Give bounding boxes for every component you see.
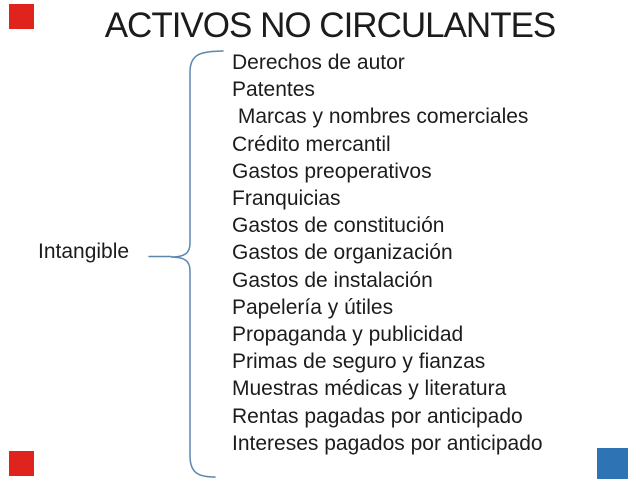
list-item: Marcas y nombres comerciales — [232, 105, 529, 129]
red-corner-marker-bottom-left — [9, 451, 34, 476]
list-item: Propaganda y publicidad — [232, 323, 464, 347]
curly-brace-path — [171, 51, 223, 477]
intangible-items-list — [232, 49, 543, 457]
list-item: Primas de seguro y fianzas — [232, 350, 486, 374]
list-item: Intereses pagados por anticipado — [232, 431, 543, 455]
list-item: Gastos de instalación — [232, 268, 433, 292]
list-item: Derechos de autor — [232, 51, 405, 74]
list-item: Muestras médicas y literatura — [232, 377, 507, 401]
list-item: Gastos preoperativos — [232, 159, 432, 183]
list-item: Papelería y útiles — [232, 295, 394, 319]
list-item: Rentas pagadas por anticipado — [232, 404, 523, 428]
category-label-intangible: Intangible — [38, 240, 130, 263]
list-item: Crédito mercantil — [232, 132, 391, 156]
slide-title: ACTIVOS NO CIRCULANTES — [104, 6, 556, 45]
list-item: Franquicias — [232, 187, 341, 211]
curly-brace — [140, 44, 230, 479]
blue-corner-marker-bottom-right — [597, 448, 628, 479]
list-item: Gastos de organización — [232, 241, 453, 265]
list-item: Patentes — [232, 78, 315, 102]
list-item: Gastos de constitución — [232, 214, 445, 238]
